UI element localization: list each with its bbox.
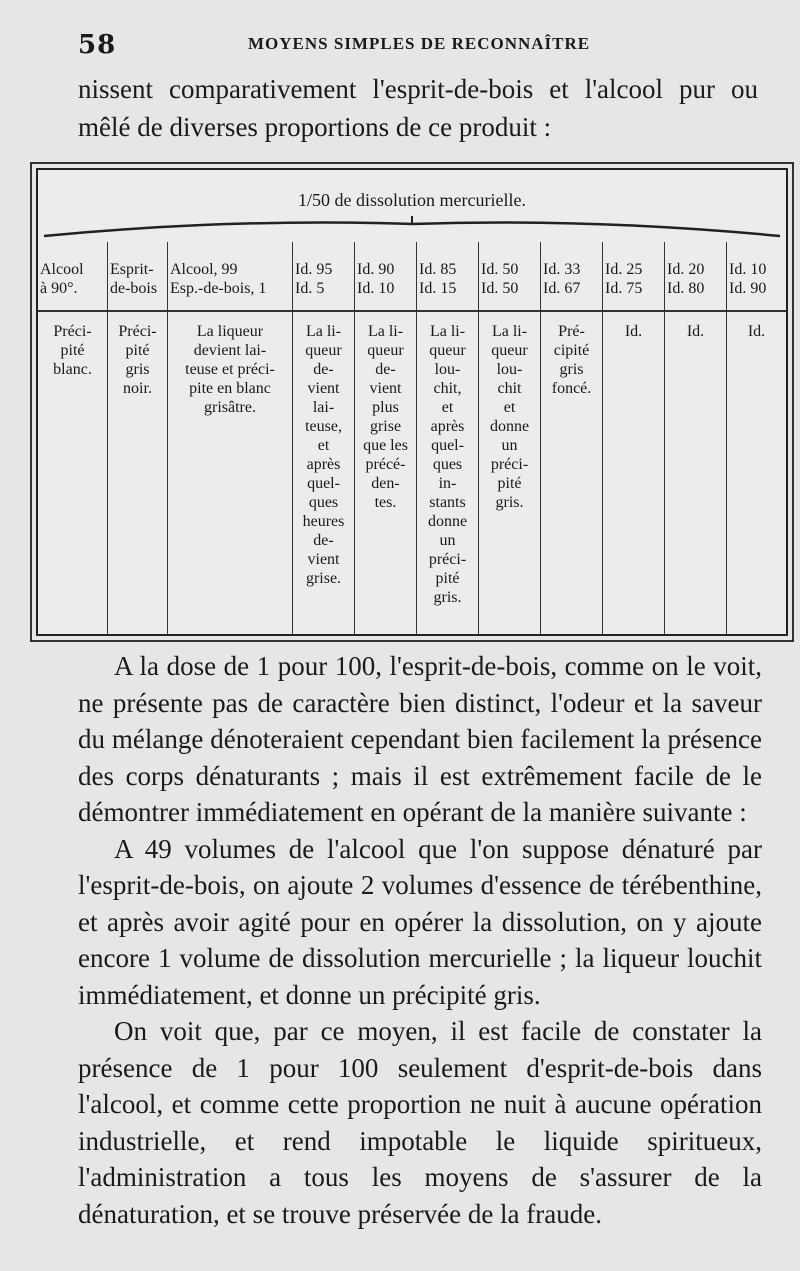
body-paragraph: On voit que, par ce moyen, il est facile de constater la présence de 1 pour 100 seulement d'esprit-de-bois dans l'alcool, et comme cette proportion ne nuit à aucune opération industrielle, et rend impotable le liquide spiritueux, l'administration a tous les moyens de s'assurer de la dénaturation, et se trouve préservée de la fraude. [78,1016,762,1229]
body-paragraph: A la dose de 1 pour 100, l'esprit-de-bois, comme on le voit, ne présente pas de caractère bien distinct, l'odeur et la saveur du mélange dénoteraient cependant bien facilement la présence des corps dénaturants ; mais il est extrêmement facile de le démontrer immédiatement en opérant de la manière suivante : [78,651,762,827]
table-cell: La li- queur de- vient plus grise que les précé- den- tes. [355,312,417,634]
table-caption: 1/50 de dissolution mercurielle. [298,190,526,210]
results-table [36,168,788,636]
intro-paragraph [78,70,758,146]
table-cell: La li- queur lou- chit, et après quel- ques in- stants donne un préci- pité gris. [417,312,479,634]
table-header-cell: Id. 25 Id. 75 [603,242,665,312]
body-paragraph: A 49 volumes de l'alcool que l'on suppose dénaturé par l'esprit-de-bois, on ajoute 2 volumes d'essence de térébenthine, et après avoir agité pour en opérer la dissolution, on y ajoute encore 1 volume de dissolution mercurielle ; la liqueur louchit immédiatement, et donne un précipité gris. [78,833,762,1010]
table-header-cell: Id. 33 Id. 67 [541,242,603,312]
table-cell: Pré- cipité gris foncé. [541,312,603,634]
table-header-cell: Id. 20 Id. 80 [665,242,727,312]
table-header-cell: Alcool, 99 Esp.-de-bois, 1 [168,242,293,312]
table-header-cell: Alcool à 90°. [38,242,108,312]
table-cell: Id. [603,312,665,634]
intro-text: nissent comparativement l'esprit-de-bois et l'alcool pur ou mêlé de diverses proportions de ce produit : [78,74,758,142]
table-header-cell: Id. 85 Id. 15 [417,242,479,312]
table-header-cell: Id. 90 Id. 10 [355,242,417,312]
table-header-cell: Id. 10 Id. 90 [727,242,786,312]
brace-decoration [42,214,782,238]
table-cell: La li- queur lou- chit et donne un préci- pité gris. [479,312,541,634]
table-grid [38,242,786,634]
table-header-cell: Esprit- de-bois [108,242,168,312]
table-cell: La li- queur de- vient lai- teuse, et après quel- ques heures de- vient grise. [293,312,355,634]
body-text [78,648,762,1232]
table-cell: Préci- pité gris noir. [108,312,168,634]
table-cell: Préci- pité blanc. [38,312,108,634]
table-header-cell: Id. 50 Id. 50 [479,242,541,312]
table-cell: Id. [665,312,727,634]
table-header-cell: Id. 95 Id. 5 [293,242,355,312]
running-title: MOYENS SIMPLES DE RECONNAÎTRE [248,34,591,53]
page-header [78,30,760,64]
table-cell: La liqueur devient lai- teuse et préci- pite en blanc grisâtre. [168,312,293,634]
page-number: 58 [78,30,117,60]
table-cell: Id. [747,323,766,340]
